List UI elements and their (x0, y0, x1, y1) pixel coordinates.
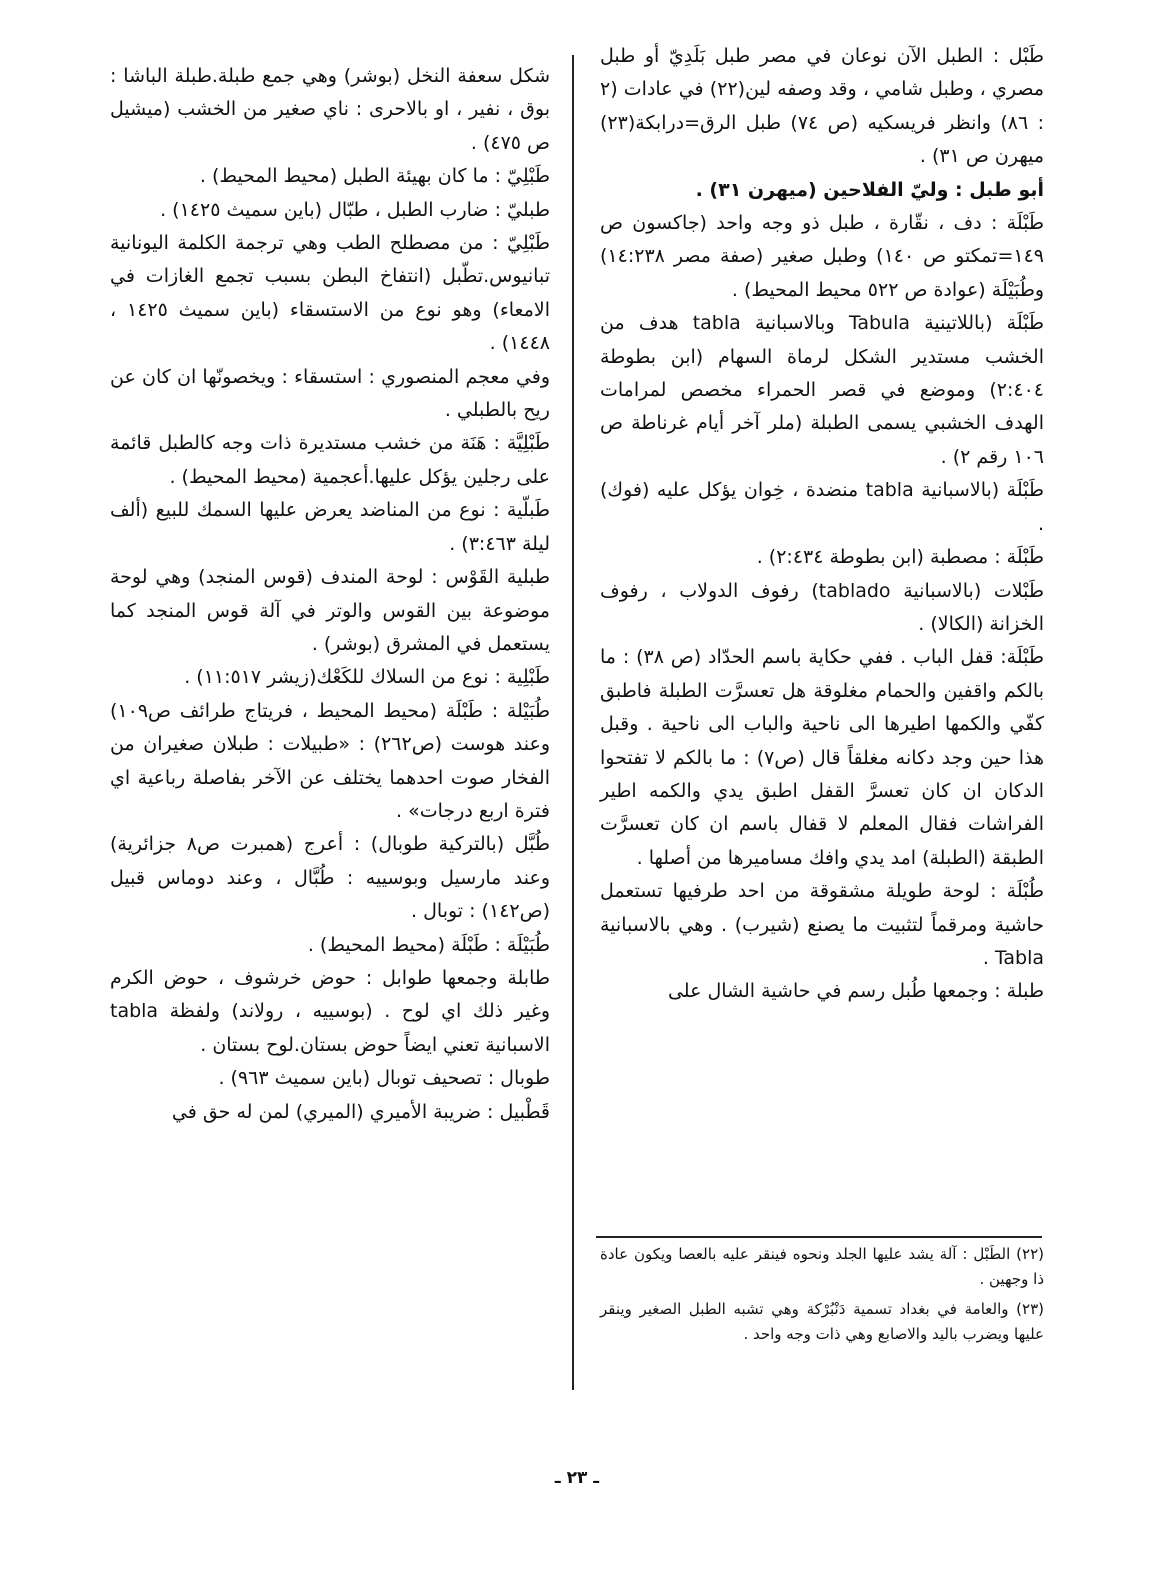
entry-tabliyya-table: طَبْلِيَّة : هَنَة من خشب مستديرة ذات وجه كالطبل قائمة على رجلين يؤكل عليها.أعجمية (محيط المحيط) . (110, 432, 550, 488)
entry-qatbil: قَطْبيل : ضريبة الأميري (الميري) لمن له حق في (171, 1100, 550, 1123)
entry-tubayla-2: طُبَيْلَة : طَبْلَة (محيط المحيط) . (307, 933, 550, 956)
entry-tabliyya-fish: طَبلّية : نوع من المناضد يعرض عليها السمك للبيع (ألف ليلة ٣:٤٦٣) . (110, 499, 550, 555)
entry-mansouri: وفي معجم المنصوري : استسقاء : ويخصونّها ان كان عن ريح بالطبلي . (110, 365, 550, 422)
entry-tabl: طَبْل : الطبل الآن نوعان في مصر طبل بَلَدِيّ أو طبل مصري ، وطبل شامي ، وقد وصفه لين(٢٢) في عادات (٢ : ٨٦) وانظر فريسكيه (ص ٧٤) طبل الرق=درابكة(٢٣) ميهرن ص ٣١) . (600, 45, 1044, 168)
footnote-23: (٢٣) والعامة في بغداد تسمية دَنْبُرْكة وهي تشبه الطبل الصغير وينقر عليها ويضرب باليد والاصابع وهي ذات وجه واحد . (600, 1300, 1044, 1343)
entry-tabli-medical: طَبْلِيّ : من مصطلح الطب وهي ترجمة الكلمة اليونانية تبانيوس.تطّبل (انتفاخ البطن بسبب تجمع الغازات في الامعاء) وهو نوع من الاستسقاء (باين سميث ١٤٢٥ ، ١٤٤٨) . (110, 232, 550, 355)
entry-tabla-bench: طَبْلَة : مصطبة (ابن بطوطة ٢:٤٣٤) . (756, 546, 1044, 569)
left-column (110, 60, 550, 1129)
entry-tubbal: طُبَّل (بالتركية طوبال) : أعرج (همبرت ص٨ جزائرية) وعند مارسيل وبوسييه : طُبَّال ، وعند دوماس قبيل (ص١٤٢) : توبال . (110, 833, 550, 923)
entry-shape-palm: شكل سعفة النخل (بوشر) وهي جمع طبلة.طبلة الباشا : بوق ، نفير ، او بالاحرى : ناي صغير من الخشب (ميشيل ص ٤٧٥) . (110, 65, 550, 154)
right-column (600, 40, 1044, 1009)
footnotes (600, 1242, 1044, 1352)
entry-tabli-drummer: طبليّ : ضارب الطبل ، طبّال (باين سميث ١٤٢٥) . (160, 198, 550, 221)
entry-tabla-table: طَبْلَة (بالاسبانية tabla منضدة ، خِوان يؤكل عليه (فوك) . (600, 479, 1045, 535)
entry-tabli-shape: طَبْلِيّ : ما كان بهيئة الطبل (محيط المحيط) . (199, 165, 550, 188)
entry-tabliyya-kaak: طَبْلِية : نوع من السلاك للكَعْك(زيشر ١١:٥١٧) . (184, 666, 550, 689)
entry-tabla-drum: طَبْلَة : دف ، نقّارة ، طبل ذو وجه واحد (جاكسون ص ١٤٩=تمكتو ص ١٤٠) وطبل صغير (صفة مصر ١٤:٢٣٨) وطُبَيْلَة (عوادة ص ٥٢٢ محيط المحيط) . (600, 212, 1044, 301)
page-number: ـ ٢٣ ـ (554, 1468, 600, 1488)
column-divider (572, 55, 574, 1390)
entry-tubla-board: طُبْلَة : لوحة طويلة مشقوقة من احد طرفيها تستعمل حاشية ومرقماً لتثبيت ما يصنع (شيرب) . وهي بالاسبانية Tabla . (600, 880, 1044, 969)
entry-tablat: طَبْلات (بالاسبانية tablado) رفوف الدولاب ، رفوف الخزانة (الكالا) . (600, 579, 1044, 635)
footnote-rule (596, 1236, 1042, 1238)
entry-tubayla: طُبَيْلة : طَبْلَة (محيط المحيط ، فريتاج طرائف ص١٠٩) وعند هوست (ص٢٦٢) : «طبيلات : طبلان صغيران من الفخار صوت احدهما يختلف عن الآخر بفاصلة رباعية اي فترة اربع درجات» . (110, 699, 550, 822)
entry-tabla-target: طَبْلَة (باللاتينية Tabula وبالاسبانية tabla هدف من الخشب مستدير الشكل لرماة السهام (ابن بطوطة ٢:٤٠٤) وموضع في قصر الحمراء مخصص لمرامات الهدف الخشبي يسمى الطبلة (ملر آخر أيام غرناطة ص ١٠٦ رقم ٢) . (600, 312, 1044, 468)
entry-tabila: طابلة وجمعها طوابل : حوض خرشوف ، حوض الكرم وغير ذلك اي لوح . (بوسييه ، رولاند) ولفظة tabla الاسبانية تعني ايضاً حوض بستان.لوح بستان . (110, 966, 550, 1056)
entry-tabliyya-qaws: طبلية القَوْس : لوحة المندف (قوس المنجد) وهي لوحة موضوعة بين القوس والوتر في آلة قوس المنجد كما يستعمل في المشرق (بوشر) . (110, 566, 550, 655)
footnote-22: (٢٢) الطَبْل : آلة يشد عليها الجلد ونحوه فينقر عليه بالعصا ويكون عادة ذا وجهين . (600, 1245, 1044, 1288)
entry-tabla-lock: طَبْلَة: قفل الباب . ففي حكاية باسم الحدّاد (ص ٣٨) : ما بالكم واقفين والحمام مغلوقة هل تعسرَّت الطبلة فاطبق كفّي والكمها اطيرها الى ناحية والباب الى ناحية . وقبل هذا حين وجد دكانه مغلقاً قال (ص٧) : ما بالكم لا تفتحوا الدكان ان كان تعسرَّ القفل اطبق يدي والكمه اطير الفراشات فقال المعلم لا قفال باسم ان كان تعسرَّت الطبقة (الطبلة) امد يدي وافك مساميرها من أصلها . (600, 646, 1044, 869)
entry-abu-tabl: أبو طبل : وليّ الفلاحين (ميهرن ٣١) . (695, 178, 1044, 201)
entry-tubal: طوبال : تصحيف توبال (باين سميث ٩٦٣) . (218, 1067, 550, 1090)
entry-tabla-shawl: طبلة : وجمعها طُبل رسم في حاشية الشال على (667, 980, 1044, 1003)
